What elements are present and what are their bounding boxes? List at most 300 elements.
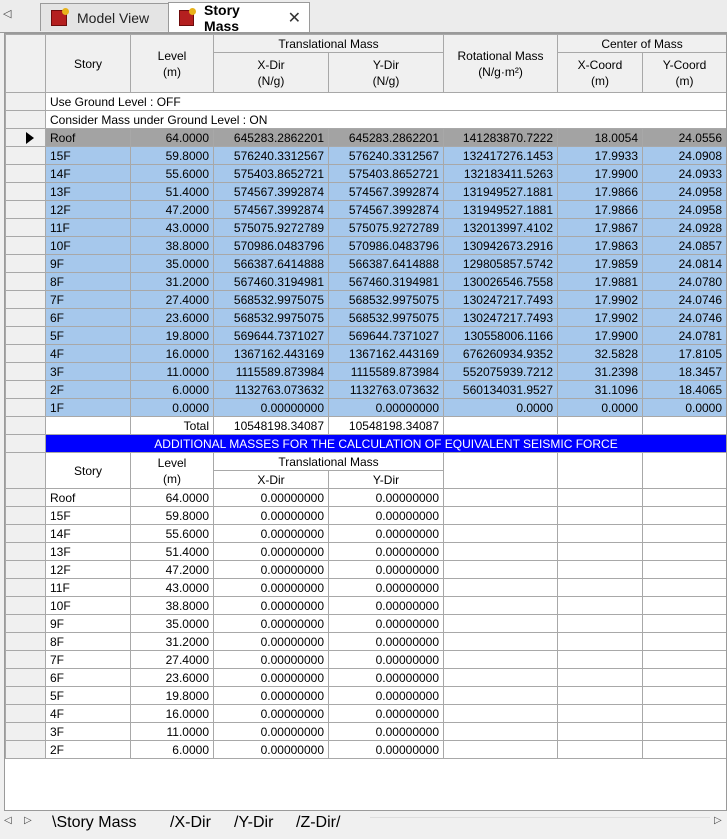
cell-xdir-mass[interactable]: 575403.8652721 bbox=[214, 165, 329, 183]
total-empty-cell[interactable] bbox=[643, 417, 727, 435]
row-header[interactable] bbox=[6, 507, 46, 525]
cell-level[interactable]: 51.4000 bbox=[131, 183, 214, 201]
cell-story[interactable]: 5F bbox=[46, 327, 131, 345]
sheet-tab-z-dir[interactable]: /Z-Dir/ bbox=[296, 814, 341, 831]
cell-x-coord[interactable]: 31.1096 bbox=[558, 381, 643, 399]
cell-xdir-mass[interactable]: 1115589.873984 bbox=[214, 363, 329, 381]
add-empty-cell[interactable] bbox=[643, 669, 727, 687]
cell-y-coord[interactable]: 18.4065 bbox=[643, 381, 727, 399]
add-empty-cell[interactable] bbox=[643, 651, 727, 669]
add-cell-ydir-mass[interactable]: 0.00000000 bbox=[329, 561, 444, 579]
cell-story[interactable]: 11F bbox=[46, 219, 131, 237]
add-empty-cell[interactable] bbox=[558, 561, 643, 579]
table-row[interactable] bbox=[6, 291, 727, 309]
table-row[interactable] bbox=[6, 651, 727, 669]
add-cell-ydir-mass[interactable]: 0.00000000 bbox=[329, 723, 444, 741]
cell-y-coord[interactable]: 17.8105 bbox=[643, 345, 727, 363]
cell-level[interactable]: 23.6000 bbox=[131, 309, 214, 327]
row-header[interactable] bbox=[6, 525, 46, 543]
sheet-tab-x-dir[interactable]: /X-Dir bbox=[170, 814, 211, 831]
table-row[interactable] bbox=[6, 165, 727, 183]
tab-story-mass[interactable] bbox=[168, 2, 310, 32]
sheet-prev-icon[interactable]: ◁ bbox=[4, 815, 12, 826]
header-level[interactable] bbox=[131, 35, 214, 93]
row-header[interactable] bbox=[6, 597, 46, 615]
add-cell-ydir-mass[interactable]: 0.00000000 bbox=[329, 507, 444, 525]
add-empty-cell[interactable] bbox=[558, 507, 643, 525]
add-empty-cell[interactable] bbox=[558, 579, 643, 597]
add-empty-cell[interactable] bbox=[444, 633, 558, 651]
add-cell-level[interactable]: 35.0000 bbox=[131, 615, 214, 633]
add-empty-cell[interactable] bbox=[643, 687, 727, 705]
add-empty-cell[interactable] bbox=[643, 633, 727, 651]
add-empty-cell[interactable] bbox=[444, 615, 558, 633]
add-empty-cell[interactable] bbox=[558, 669, 643, 687]
add-cell-xdir-mass[interactable]: 0.00000000 bbox=[214, 723, 329, 741]
cell-rotational-mass[interactable]: 130558006.1166 bbox=[444, 327, 558, 345]
cell-y-coord[interactable]: 24.0556 bbox=[643, 129, 727, 147]
add-cell-ydir-mass[interactable]: 0.00000000 bbox=[329, 615, 444, 633]
cell-x-coord[interactable]: 31.2398 bbox=[558, 363, 643, 381]
add-empty-cell[interactable] bbox=[444, 507, 558, 525]
add-cell-level[interactable]: 38.8000 bbox=[131, 597, 214, 615]
add-empty-cell[interactable] bbox=[643, 489, 727, 507]
cell-rotational-mass[interactable]: 129805857.5742 bbox=[444, 255, 558, 273]
add-empty-cell[interactable] bbox=[558, 633, 643, 651]
add-header-level[interactable] bbox=[131, 453, 214, 489]
add-cell-level[interactable]: 31.2000 bbox=[131, 633, 214, 651]
cell-story[interactable]: 7F bbox=[46, 291, 131, 309]
add-cell-level[interactable]: 6.0000 bbox=[131, 741, 214, 759]
table-row[interactable] bbox=[6, 219, 727, 237]
header-ydir[interactable] bbox=[329, 53, 444, 93]
table-row[interactable] bbox=[6, 687, 727, 705]
header-story[interactable]: Story bbox=[46, 35, 131, 93]
row-header[interactable] bbox=[6, 543, 46, 561]
row-header[interactable] bbox=[6, 273, 46, 291]
row-header[interactable] bbox=[6, 255, 46, 273]
cell-ydir-mass[interactable]: 575403.8652721 bbox=[329, 165, 444, 183]
sheet-tab-story-mass[interactable]: \Story Mass bbox=[52, 814, 137, 831]
row-header[interactable] bbox=[6, 147, 46, 165]
add-empty-cell[interactable] bbox=[643, 723, 727, 741]
row-header[interactable] bbox=[6, 111, 46, 129]
add-empty-cell[interactable] bbox=[558, 489, 643, 507]
add-cell-ydir-mass[interactable]: 0.00000000 bbox=[329, 543, 444, 561]
cell-level[interactable]: 38.8000 bbox=[131, 237, 214, 255]
add-empty-cell[interactable] bbox=[643, 705, 727, 723]
row-header[interactable] bbox=[6, 417, 46, 435]
cell-xdir-mass[interactable]: 575075.9272789 bbox=[214, 219, 329, 237]
add-cell-xdir-mass[interactable]: 0.00000000 bbox=[214, 489, 329, 507]
add-header-ydir[interactable]: Y-Dir bbox=[329, 471, 444, 489]
add-cell-level[interactable]: 43.0000 bbox=[131, 579, 214, 597]
cell-story[interactable]: 12F bbox=[46, 201, 131, 219]
table-row[interactable] bbox=[6, 345, 727, 363]
add-cell-level[interactable]: 19.8000 bbox=[131, 687, 214, 705]
story-mass-grid[interactable] bbox=[4, 33, 727, 811]
cell-ydir-mass[interactable]: 576240.3312567 bbox=[329, 147, 444, 165]
cell-rotational-mass[interactable]: 130942673.2916 bbox=[444, 237, 558, 255]
add-cell-story[interactable]: 5F bbox=[46, 687, 131, 705]
add-empty-cell[interactable] bbox=[558, 687, 643, 705]
add-empty-cell[interactable] bbox=[444, 561, 558, 579]
cell-y-coord[interactable]: 24.0780 bbox=[643, 273, 727, 291]
cell-level[interactable]: 11.0000 bbox=[131, 363, 214, 381]
row-header[interactable] bbox=[6, 705, 46, 723]
cell-level[interactable]: 35.0000 bbox=[131, 255, 214, 273]
add-empty-cell[interactable] bbox=[444, 741, 558, 759]
cell-story[interactable]: 15F bbox=[46, 147, 131, 165]
close-icon[interactable]: ✕ bbox=[287, 9, 301, 27]
add-empty-cell[interactable] bbox=[444, 525, 558, 543]
add-cell-xdir-mass[interactable]: 0.00000000 bbox=[214, 579, 329, 597]
add-cell-story[interactable]: Roof bbox=[46, 489, 131, 507]
cell-xdir-mass[interactable]: 645283.2862201 bbox=[214, 129, 329, 147]
cell-rotational-mass[interactable]: 676260934.9352 bbox=[444, 345, 558, 363]
cell-xdir-mass[interactable]: 0.00000000 bbox=[214, 399, 329, 417]
cell-story[interactable]: 9F bbox=[46, 255, 131, 273]
cell-rotational-mass[interactable]: 141283870.7222 bbox=[444, 129, 558, 147]
add-empty-cell[interactable] bbox=[558, 597, 643, 615]
tab-model-view[interactable] bbox=[40, 3, 172, 31]
table-row[interactable] bbox=[6, 129, 727, 147]
add-empty-cell[interactable] bbox=[558, 651, 643, 669]
cell-x-coord[interactable]: 17.9900 bbox=[558, 165, 643, 183]
cell-xdir-mass[interactable]: 576240.3312567 bbox=[214, 147, 329, 165]
table-row[interactable] bbox=[6, 201, 727, 219]
add-empty-cell[interactable] bbox=[643, 579, 727, 597]
add-empty-cell[interactable] bbox=[643, 525, 727, 543]
cell-y-coord[interactable]: 18.3457 bbox=[643, 363, 727, 381]
header-center-of-mass[interactable]: Center of Mass bbox=[558, 35, 727, 53]
add-empty-cell[interactable] bbox=[558, 705, 643, 723]
total-empty-cell[interactable] bbox=[558, 417, 643, 435]
add-empty-cell[interactable] bbox=[444, 579, 558, 597]
cell-x-coord[interactable]: 17.9902 bbox=[558, 309, 643, 327]
row-header[interactable] bbox=[6, 327, 46, 345]
cell-rotational-mass[interactable]: 130247217.7493 bbox=[444, 291, 558, 309]
row-header[interactable] bbox=[6, 453, 46, 489]
cell-ydir-mass[interactable]: 1115589.873984 bbox=[329, 363, 444, 381]
row-header[interactable] bbox=[6, 633, 46, 651]
cell-y-coord[interactable]: 24.0857 bbox=[643, 237, 727, 255]
add-cell-story[interactable]: 6F bbox=[46, 669, 131, 687]
cell-story[interactable]: 10F bbox=[46, 237, 131, 255]
table-row[interactable] bbox=[6, 669, 727, 687]
header-rotational-mass[interactable] bbox=[444, 35, 558, 93]
total-ydir[interactable]: 10548198.34087 bbox=[329, 417, 444, 435]
add-empty-cell[interactable] bbox=[558, 543, 643, 561]
add-cell-level[interactable]: 51.4000 bbox=[131, 543, 214, 561]
cell-ydir-mass[interactable]: 0.00000000 bbox=[329, 399, 444, 417]
row-header[interactable] bbox=[6, 489, 46, 507]
add-cell-level[interactable]: 16.0000 bbox=[131, 705, 214, 723]
cell-ydir-mass[interactable]: 575075.9272789 bbox=[329, 219, 444, 237]
row-header[interactable] bbox=[6, 399, 46, 417]
add-cell-level[interactable]: 64.0000 bbox=[131, 489, 214, 507]
cell-level[interactable]: 16.0000 bbox=[131, 345, 214, 363]
cell-xdir-mass[interactable]: 574567.3992874 bbox=[214, 183, 329, 201]
header-xcoord[interactable] bbox=[558, 53, 643, 93]
total-empty-cell[interactable] bbox=[46, 417, 131, 435]
cell-x-coord[interactable]: 17.9859 bbox=[558, 255, 643, 273]
cell-ydir-mass[interactable]: 568532.9975075 bbox=[329, 291, 444, 309]
row-header[interactable] bbox=[6, 651, 46, 669]
cell-story[interactable]: 2F bbox=[46, 381, 131, 399]
add-cell-ydir-mass[interactable]: 0.00000000 bbox=[329, 669, 444, 687]
cell-rotational-mass[interactable]: 130026546.7558 bbox=[444, 273, 558, 291]
add-empty-cell[interactable] bbox=[643, 453, 727, 489]
horizontal-scrollbar[interactable] bbox=[370, 817, 710, 832]
table-row[interactable] bbox=[6, 525, 727, 543]
row-header[interactable] bbox=[6, 741, 46, 759]
add-header-translational-mass[interactable]: Translational Mass bbox=[214, 453, 444, 471]
cell-x-coord[interactable]: 17.9933 bbox=[558, 147, 643, 165]
cell-x-coord[interactable]: 17.9866 bbox=[558, 183, 643, 201]
table-row[interactable] bbox=[6, 723, 727, 741]
add-empty-cell[interactable] bbox=[444, 723, 558, 741]
cell-rotational-mass[interactable]: 132013997.4102 bbox=[444, 219, 558, 237]
add-cell-xdir-mass[interactable]: 0.00000000 bbox=[214, 687, 329, 705]
add-cell-story[interactable]: 7F bbox=[46, 651, 131, 669]
cell-rotational-mass[interactable]: 130247217.7493 bbox=[444, 309, 558, 327]
cell-rotational-mass[interactable]: 560134031.9527 bbox=[444, 381, 558, 399]
add-cell-ydir-mass[interactable]: 0.00000000 bbox=[329, 489, 444, 507]
add-empty-cell[interactable] bbox=[558, 525, 643, 543]
add-cell-level[interactable]: 59.8000 bbox=[131, 507, 214, 525]
add-cell-story[interactable]: 14F bbox=[46, 525, 131, 543]
add-cell-xdir-mass[interactable]: 0.00000000 bbox=[214, 651, 329, 669]
add-empty-cell[interactable] bbox=[643, 741, 727, 759]
cell-story[interactable]: 3F bbox=[46, 363, 131, 381]
table-row[interactable] bbox=[6, 561, 727, 579]
table-row[interactable] bbox=[6, 489, 727, 507]
add-cell-story[interactable]: 12F bbox=[46, 561, 131, 579]
cell-ydir-mass[interactable]: 645283.2862201 bbox=[329, 129, 444, 147]
add-empty-cell[interactable] bbox=[444, 543, 558, 561]
add-cell-xdir-mass[interactable]: 0.00000000 bbox=[214, 669, 329, 687]
cell-xdir-mass[interactable]: 566387.6414888 bbox=[214, 255, 329, 273]
row-header[interactable] bbox=[6, 723, 46, 741]
add-cell-xdir-mass[interactable]: 0.00000000 bbox=[214, 525, 329, 543]
table-row[interactable] bbox=[6, 147, 727, 165]
cell-xdir-mass[interactable]: 567460.3194981 bbox=[214, 273, 329, 291]
cell-story[interactable]: 13F bbox=[46, 183, 131, 201]
table-row[interactable] bbox=[6, 741, 727, 759]
table-row[interactable] bbox=[6, 183, 727, 201]
add-cell-xdir-mass[interactable]: 0.00000000 bbox=[214, 561, 329, 579]
add-cell-story[interactable]: 8F bbox=[46, 633, 131, 651]
add-empty-cell[interactable] bbox=[444, 453, 558, 489]
cell-y-coord[interactable]: 0.0000 bbox=[643, 399, 727, 417]
table-row[interactable] bbox=[6, 327, 727, 345]
add-cell-xdir-mass[interactable]: 0.00000000 bbox=[214, 543, 329, 561]
cell-x-coord[interactable]: 17.9867 bbox=[558, 219, 643, 237]
cell-story[interactable]: Roof bbox=[46, 129, 131, 147]
cell-x-coord[interactable]: 32.5828 bbox=[558, 345, 643, 363]
table-row[interactable] bbox=[6, 633, 727, 651]
cell-rotational-mass[interactable]: 131949527.1881 bbox=[444, 183, 558, 201]
row-header[interactable] bbox=[6, 435, 46, 453]
add-cell-story[interactable]: 2F bbox=[46, 741, 131, 759]
cell-x-coord[interactable]: 17.9863 bbox=[558, 237, 643, 255]
table-row[interactable] bbox=[6, 255, 727, 273]
add-empty-cell[interactable] bbox=[444, 687, 558, 705]
table-row[interactable] bbox=[6, 399, 727, 417]
add-cell-ydir-mass[interactable]: 0.00000000 bbox=[329, 633, 444, 651]
cell-ydir-mass[interactable]: 567460.3194981 bbox=[329, 273, 444, 291]
row-header[interactable] bbox=[6, 687, 46, 705]
header-xdir[interactable] bbox=[214, 53, 329, 93]
cell-y-coord[interactable]: 24.0928 bbox=[643, 219, 727, 237]
corner-cell[interactable] bbox=[6, 35, 46, 93]
add-cell-story[interactable]: 10F bbox=[46, 597, 131, 615]
add-cell-story[interactable]: 3F bbox=[46, 723, 131, 741]
add-cell-xdir-mass[interactable]: 0.00000000 bbox=[214, 507, 329, 525]
table-row[interactable] bbox=[6, 237, 727, 255]
cell-story[interactable]: 8F bbox=[46, 273, 131, 291]
tab-scroll-left-icon[interactable]: ◁ bbox=[3, 8, 12, 20]
cell-rotational-mass[interactable]: 552075939.7212 bbox=[444, 363, 558, 381]
row-header[interactable] bbox=[6, 165, 46, 183]
cell-level[interactable]: 59.8000 bbox=[131, 147, 214, 165]
add-cell-ydir-mass[interactable]: 0.00000000 bbox=[329, 525, 444, 543]
cell-xdir-mass[interactable]: 569644.7371027 bbox=[214, 327, 329, 345]
cell-ydir-mass[interactable]: 574567.3992874 bbox=[329, 183, 444, 201]
row-header[interactable] bbox=[6, 237, 46, 255]
cell-x-coord[interactable]: 0.0000 bbox=[558, 399, 643, 417]
add-cell-ydir-mass[interactable]: 0.00000000 bbox=[329, 579, 444, 597]
row-header[interactable] bbox=[6, 615, 46, 633]
add-empty-cell[interactable] bbox=[444, 705, 558, 723]
cell-rotational-mass[interactable]: 131949527.1881 bbox=[444, 201, 558, 219]
row-header[interactable] bbox=[6, 183, 46, 201]
scroll-right-icon[interactable]: ▷ bbox=[714, 815, 722, 826]
cell-xdir-mass[interactable]: 1367162.443169 bbox=[214, 345, 329, 363]
cell-story[interactable]: 6F bbox=[46, 309, 131, 327]
table-row[interactable] bbox=[6, 597, 727, 615]
add-cell-ydir-mass[interactable]: 0.00000000 bbox=[329, 651, 444, 669]
row-header[interactable] bbox=[6, 309, 46, 327]
add-empty-cell[interactable] bbox=[558, 615, 643, 633]
add-cell-level[interactable]: 47.2000 bbox=[131, 561, 214, 579]
table-row[interactable] bbox=[6, 507, 727, 525]
table-row[interactable] bbox=[6, 543, 727, 561]
table-row[interactable] bbox=[6, 615, 727, 633]
cell-x-coord[interactable]: 17.9881 bbox=[558, 273, 643, 291]
add-cell-ydir-mass[interactable]: 0.00000000 bbox=[329, 705, 444, 723]
cell-rotational-mass[interactable]: 132417276.1453 bbox=[444, 147, 558, 165]
cell-rotational-mass[interactable]: 0.0000 bbox=[444, 399, 558, 417]
cell-xdir-mass[interactable]: 1132763.073632 bbox=[214, 381, 329, 399]
add-cell-xdir-mass[interactable]: 0.00000000 bbox=[214, 705, 329, 723]
table-row[interactable] bbox=[6, 273, 727, 291]
cell-level[interactable]: 47.2000 bbox=[131, 201, 214, 219]
cell-x-coord[interactable]: 17.9900 bbox=[558, 327, 643, 345]
add-cell-story[interactable]: 13F bbox=[46, 543, 131, 561]
add-empty-cell[interactable] bbox=[643, 597, 727, 615]
cell-y-coord[interactable]: 24.0908 bbox=[643, 147, 727, 165]
cell-level[interactable]: 27.4000 bbox=[131, 291, 214, 309]
cell-x-coord[interactable]: 17.9866 bbox=[558, 201, 643, 219]
add-cell-xdir-mass[interactable]: 0.00000000 bbox=[214, 633, 329, 651]
add-header-story[interactable]: Story bbox=[46, 453, 131, 489]
cell-y-coord[interactable]: 24.0958 bbox=[643, 201, 727, 219]
row-header[interactable] bbox=[6, 381, 46, 399]
row-header[interactable] bbox=[6, 561, 46, 579]
add-cell-xdir-mass[interactable]: 0.00000000 bbox=[214, 597, 329, 615]
cell-ydir-mass[interactable]: 1367162.443169 bbox=[329, 345, 444, 363]
add-header-xdir[interactable]: X-Dir bbox=[214, 471, 329, 489]
cell-y-coord[interactable]: 24.0746 bbox=[643, 309, 727, 327]
cell-y-coord[interactable]: 24.0933 bbox=[643, 165, 727, 183]
row-header[interactable] bbox=[6, 291, 46, 309]
add-cell-story[interactable]: 4F bbox=[46, 705, 131, 723]
add-empty-cell[interactable] bbox=[558, 453, 643, 489]
add-empty-cell[interactable] bbox=[444, 669, 558, 687]
table-row[interactable] bbox=[6, 579, 727, 597]
cell-level[interactable]: 55.6000 bbox=[131, 165, 214, 183]
add-cell-xdir-mass[interactable]: 0.00000000 bbox=[214, 741, 329, 759]
cell-y-coord[interactable]: 24.0958 bbox=[643, 183, 727, 201]
cell-xdir-mass[interactable]: 570986.0483796 bbox=[214, 237, 329, 255]
cell-ydir-mass[interactable]: 569644.7371027 bbox=[329, 327, 444, 345]
cell-y-coord[interactable]: 24.0814 bbox=[643, 255, 727, 273]
add-empty-cell[interactable] bbox=[643, 615, 727, 633]
row-header[interactable] bbox=[6, 129, 46, 147]
add-empty-cell[interactable] bbox=[558, 741, 643, 759]
add-cell-level[interactable]: 27.4000 bbox=[131, 651, 214, 669]
add-cell-ydir-mass[interactable]: 0.00000000 bbox=[329, 597, 444, 615]
add-cell-ydir-mass[interactable]: 0.00000000 bbox=[329, 687, 444, 705]
row-header[interactable] bbox=[6, 201, 46, 219]
table-row[interactable] bbox=[6, 381, 727, 399]
header-ycoord[interactable] bbox=[643, 53, 727, 93]
table-row[interactable] bbox=[6, 363, 727, 381]
add-empty-cell[interactable] bbox=[558, 723, 643, 741]
cell-ydir-mass[interactable]: 566387.6414888 bbox=[329, 255, 444, 273]
cell-xdir-mass[interactable]: 574567.3992874 bbox=[214, 201, 329, 219]
add-cell-xdir-mass[interactable]: 0.00000000 bbox=[214, 615, 329, 633]
add-empty-cell[interactable] bbox=[444, 597, 558, 615]
table-row[interactable] bbox=[6, 309, 727, 327]
add-cell-level[interactable]: 55.6000 bbox=[131, 525, 214, 543]
total-xdir[interactable]: 10548198.34087 bbox=[214, 417, 329, 435]
cell-ydir-mass[interactable]: 574567.3992874 bbox=[329, 201, 444, 219]
add-empty-cell[interactable] bbox=[444, 489, 558, 507]
cell-story[interactable]: 1F bbox=[46, 399, 131, 417]
sheet-next-icon[interactable]: ▷ bbox=[24, 815, 32, 826]
cell-level[interactable]: 19.8000 bbox=[131, 327, 214, 345]
cell-level[interactable]: 0.0000 bbox=[131, 399, 214, 417]
row-header[interactable] bbox=[6, 219, 46, 237]
add-cell-story[interactable]: 11F bbox=[46, 579, 131, 597]
row-header[interactable] bbox=[6, 363, 46, 381]
cell-rotational-mass[interactable]: 132183411.5263 bbox=[444, 165, 558, 183]
add-cell-level[interactable]: 23.6000 bbox=[131, 669, 214, 687]
total-empty-cell[interactable] bbox=[444, 417, 558, 435]
add-cell-level[interactable]: 11.0000 bbox=[131, 723, 214, 741]
cell-level[interactable]: 64.0000 bbox=[131, 129, 214, 147]
cell-xdir-mass[interactable]: 568532.9975075 bbox=[214, 291, 329, 309]
cell-ydir-mass[interactable]: 1132763.073632 bbox=[329, 381, 444, 399]
cell-ydir-mass[interactable]: 568532.9975075 bbox=[329, 309, 444, 327]
add-empty-cell[interactable] bbox=[643, 507, 727, 525]
cell-level[interactable]: 43.0000 bbox=[131, 219, 214, 237]
row-header[interactable] bbox=[6, 345, 46, 363]
cell-y-coord[interactable]: 24.0781 bbox=[643, 327, 727, 345]
